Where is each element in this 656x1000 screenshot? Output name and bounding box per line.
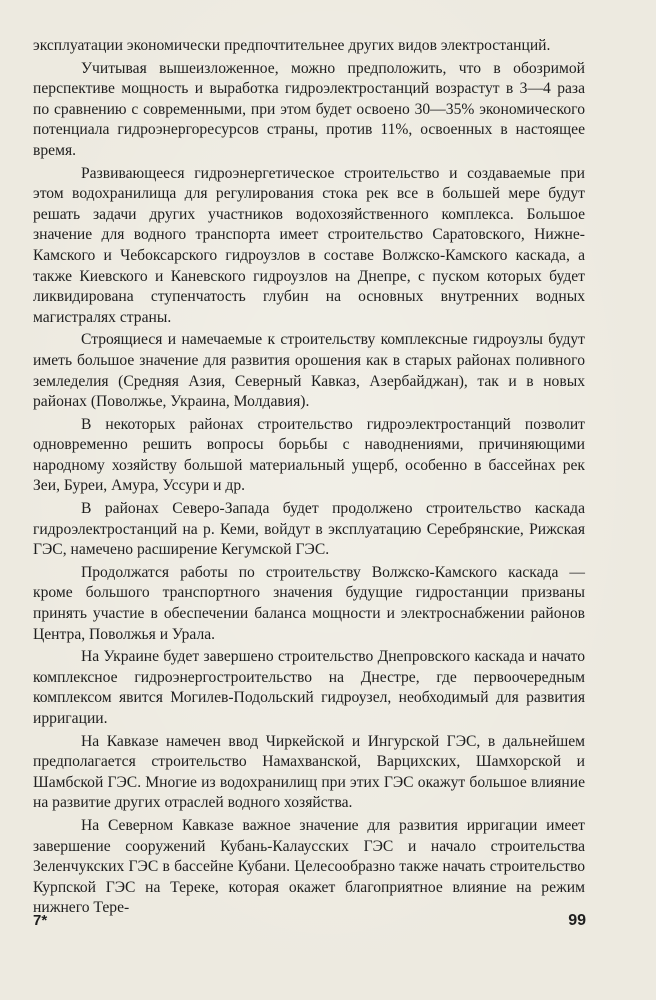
- printer-signature-mark: 7*: [33, 912, 48, 929]
- paragraph: В некоторых районах строительство гидроэлектростанций позволит одновременно решить вопросы борьбы с наводнениями, причиняющими народному хозяйству большой материальный ущерб, особенно в бассейнах рек Зеи, Буреи, Амура, Уссури и др.: [33, 415, 585, 495]
- paragraph: Развивающееся гидроэнергетическое строительство и создаваемые при этом водохранилища для регулирования стока рек все в большей мере будут решать задачи других участников водохозяйственного комплекса. Большое значение для водного транспорта имеет строительство Саратовского, Нижне-Камского и Чебоксарского гидроузлов в составе Волжско-Камского каскада, а также Киевского и Каневского гидроузлов на Днепре, с пуском которых будет ликвидирована ступенчатость глубин на основных внутренних водных магистралях страны.: [33, 164, 585, 326]
- paragraph: На Северном Кавказе важное значение для развития ирригации имеет завершение сооружений Кубань-Калаусских ГЭС и начало строительства Зеленчукских ГЭС в бассейне Кубани. Целесообразно также начать строительство Курпской ГЭС на Тереке, которая окажет благоприятное влияние на режим нижнего Тере-: [33, 816, 585, 917]
- body-text: [33, 36, 585, 921]
- paragraph: На Украине будет завершено строительство Днепровского каскада и начато комплексное гидроэнергостроительство на Днестре, где первоочередным комплексом явится Могилев-Подольский гидроузел, необходимый для развития ирригации.: [33, 648, 585, 727]
- paragraph: Учитывая вышеизложенное, можно предположить, что в обозримой перспективе мощность и выработка гидроэлектростанций возрастут в 3—4 раза по сравнению с современными, при этом будет освоено 30—35% экономического потенциала гидроэнергоресурсов страны, против 11%, освоенных в настоящее время.: [33, 59, 585, 159]
- paragraph: Продолжатся работы по строительству Волжско-Камского каскада — кроме большого транспортного значения будущие гидростанции призваны принять участие в обеспечении баланса мощности и электроснабжении районов Центра, Поволжья и Урала.: [33, 563, 585, 643]
- paragraph-continued: эксплуатации экономически предпочтительнее других видов электростанций.: [33, 37, 551, 54]
- page-number: 99: [568, 912, 586, 929]
- paragraph: В районах Северо-Запада будет продолжено строительство каскада гидроэлектростанций на р. Кеми, войдут в эксплуатацию Серебрянские, Рижская ГЭС, намечено расширение Кегумской ГЭС.: [33, 500, 585, 559]
- paragraph: На Кавказе намечен ввод Чиркейской и Ингурской ГЭС, в дальнейшем предполагается строительство Намахванской, Варцихских, Шамхорской и Шамбской ГЭС. Многие из водохранилищ при этих ГЭС окажут большое влияние на развитие других отраслей водного хозяйства.: [33, 732, 585, 812]
- paragraph: Строящиеся и намечаемые к строительству комплексные гидроузлы будут иметь большое значение для развития орошения как в старых районах поливного земледелия (Средняя Азия, Северный Кавказ, Азербайджан), так и в новых районах (Поволжье, Украина, Молдавия).: [33, 331, 585, 411]
